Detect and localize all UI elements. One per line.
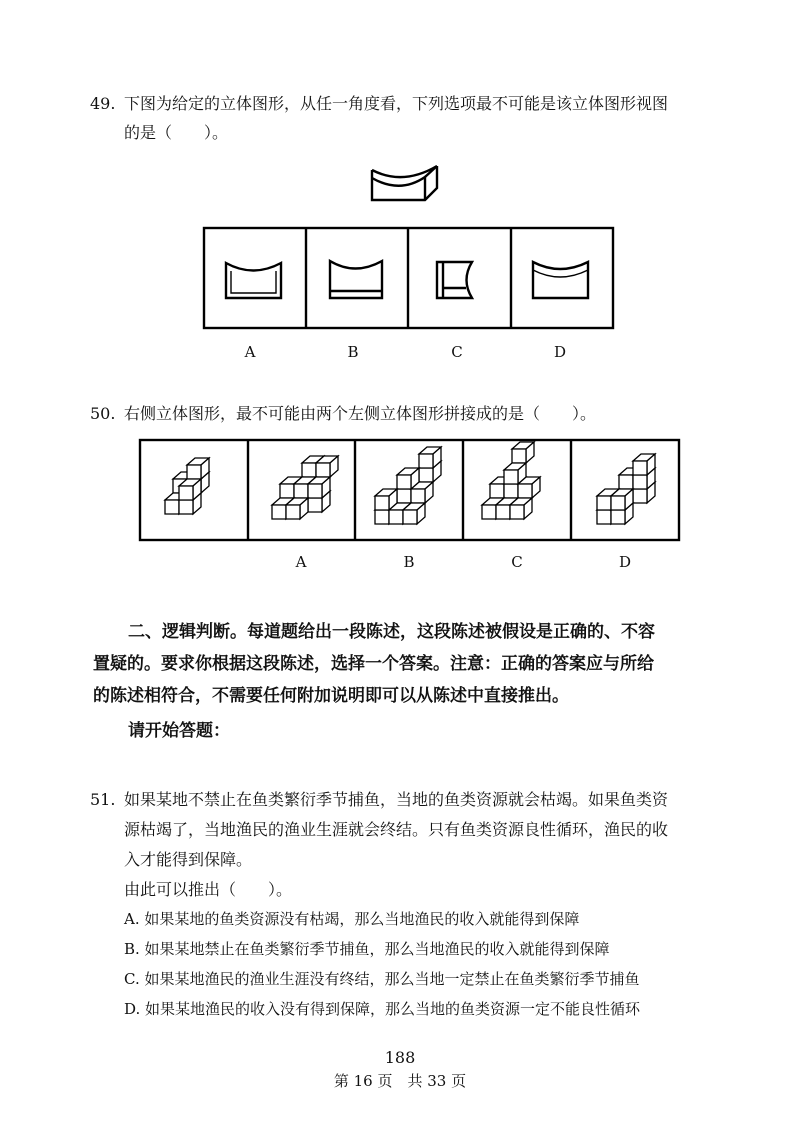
q50-number: 50. bbox=[90, 404, 116, 423]
q49-number: 49. bbox=[90, 94, 116, 113]
q49-label-a: A bbox=[244, 343, 256, 361]
q49-label-b: B bbox=[347, 343, 359, 361]
q49-given-solid bbox=[372, 166, 437, 200]
q50-cube-figures bbox=[165, 442, 655, 524]
section2-line1: 二、逻辑判断。每道题给出一段陈述，这段陈述被假设是正确的、不容 bbox=[128, 622, 655, 642]
section2-line3: 的陈述相符合，不需要任何附加说明即可以从陈述中直接推出。 bbox=[93, 686, 569, 706]
q50-c-cube-1 bbox=[512, 442, 534, 463]
q50-text: 右侧立体图形，最不可能由两个左侧立体图形拼接成的是（ ）。 bbox=[124, 404, 597, 423]
q49-option-a-figure bbox=[226, 263, 281, 298]
q51-text-line2: 源枯竭了，当地渔民的渔业生涯就会终结。只有鱼类资源良性循环，渔民的收 bbox=[124, 820, 669, 839]
q51-option-d: D. 如果某地渔民的收入没有得到保障，那么当地的鱼类资源一定不能良性循环 bbox=[124, 1000, 641, 1018]
q49-label-c: C bbox=[451, 343, 463, 361]
section2-start: 请开始答题： bbox=[128, 721, 230, 741]
q49-option-d-figure bbox=[533, 262, 588, 298]
q49-label-d: D bbox=[553, 343, 567, 361]
q51-option-a: A. 如果某地的鱼类资源没有枯竭，那么当地渔民的收入就能得到保障 bbox=[124, 910, 580, 928]
q49-text-line2: 的是（ ）。 bbox=[124, 123, 229, 142]
q50-label-a: A bbox=[295, 553, 307, 571]
q51-number: 51. bbox=[90, 790, 116, 809]
q49-option-b-figure bbox=[330, 261, 382, 298]
q50-label-c: C bbox=[511, 553, 523, 571]
q49-text-line1: 下图为给定的立体图形，从任一角度看，下列选项最不可能是该立体图形视图 bbox=[124, 94, 669, 113]
page-info: 第 16 页 共 33 页 bbox=[333, 1072, 467, 1090]
q51-option-c: C. 如果某地渔民的渔业生涯没有终结，那么当地一定禁止在鱼类繁衍季节捕鱼 bbox=[124, 970, 640, 988]
q50-label-b: B bbox=[403, 553, 415, 571]
q51-prompt: 由此可以推出（ ）。 bbox=[124, 880, 293, 899]
q51-text-line3: 入才能得到保障。 bbox=[124, 850, 253, 869]
page-number: 188 bbox=[384, 1048, 416, 1067]
q49-option-c-figure bbox=[437, 262, 472, 298]
q51-text-line1: 如果某地不禁止在鱼类繁衍季节捕鱼，当地的鱼类资源就会枯竭。如果鱼类资 bbox=[124, 790, 669, 809]
section2-line2: 置疑的。要求你根据这段陈述，选择一个答案。注意：正确的答案应与所给 bbox=[93, 654, 654, 674]
q50-label-d: D bbox=[618, 553, 632, 571]
q51-option-b: B. 如果某地禁止在鱼类繁衍季节捕鱼，那么当地渔民的收入就能得到保障 bbox=[124, 940, 610, 958]
